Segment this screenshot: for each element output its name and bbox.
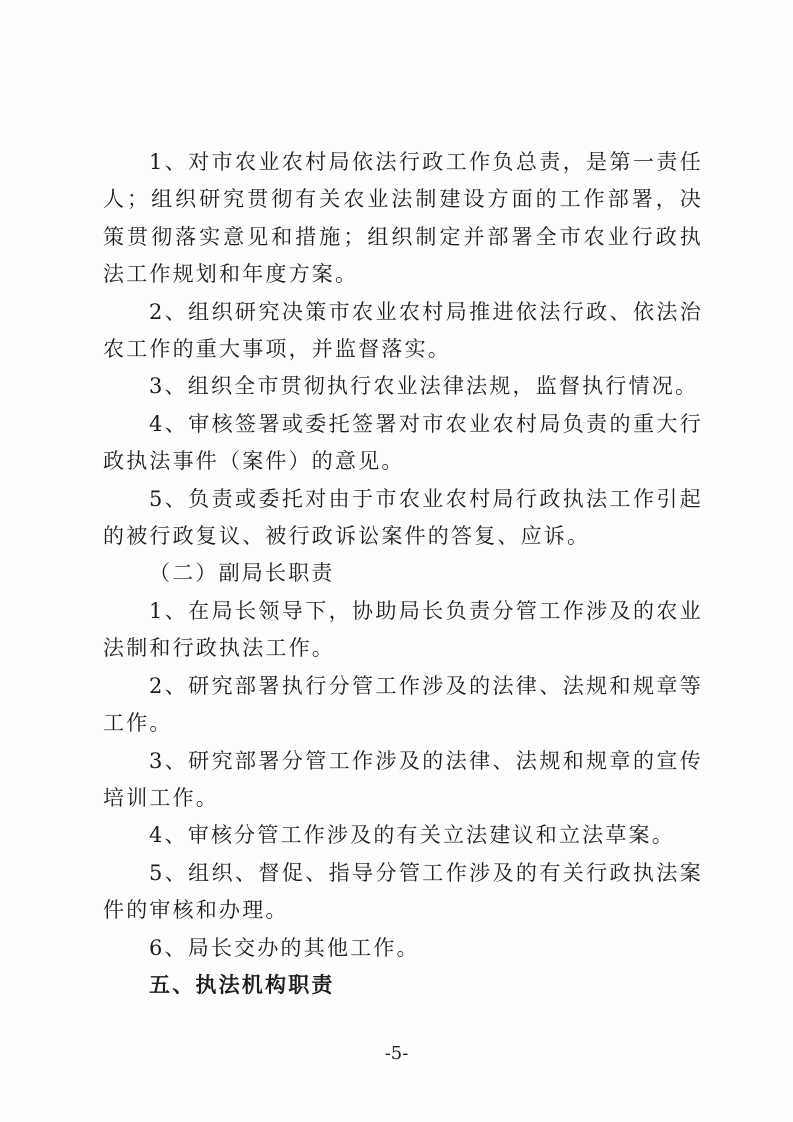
deputy-duty-6: 6、局长交办的其他工作。 — [149, 935, 420, 960]
deputy-duty-4: 4、审核分管工作涉及的有关立法建议和立法草案。 — [149, 823, 675, 848]
director-duty-4: 4、审核签署或委托签署对市农业农村局负责的重大行政执法事件（案件）的意见。 — [103, 411, 703, 474]
document-body — [103, 144, 703, 1004]
deputy-duty-2: 2、研究部署执行分管工作涉及的法律、法规和规章等工作。 — [103, 673, 703, 736]
deputy-duty-5: 5、组织、督促、指导分管工作涉及的有关行政执法案件的审核和办理。 — [103, 860, 703, 923]
page-number: -5- — [384, 1043, 409, 1064]
deputy-director-heading: （二）副局长职责 — [149, 561, 335, 586]
deputy-duty-3: 3、研究部署分管工作涉及的法律、法规和规章的宣传培训工作。 — [103, 748, 703, 810]
director-duty-5: 5、负责或委托对由于市农业农村局行政执法工作引起的被行政复议、被行政诉讼案件的答复、应诉。 — [103, 486, 703, 549]
director-duty-3: 3、组织全市贯彻执行农业法律法规，监督执行情况。 — [149, 374, 699, 399]
section-heading: 五、执法机构职责 — [149, 972, 335, 997]
deputy-duty-1: 1、在局长领导下，协助局长负责分管工作涉及的农业法制和行政执法工作。 — [103, 598, 703, 661]
director-duty-1: 1、对市农业农村局依法行政工作负总责，是第一责任人；组织研究贯彻有关农业法制建设方面的工作部署，决策贯彻落实意见和措施；组织制定并部署全市农业行政执法工作规划和年度方案。 — [103, 150, 703, 287]
director-duty-2: 2、组织研究决策市农业农村局推进依法行政、依法治农工作的重大事项，并监督落实。 — [103, 299, 703, 362]
